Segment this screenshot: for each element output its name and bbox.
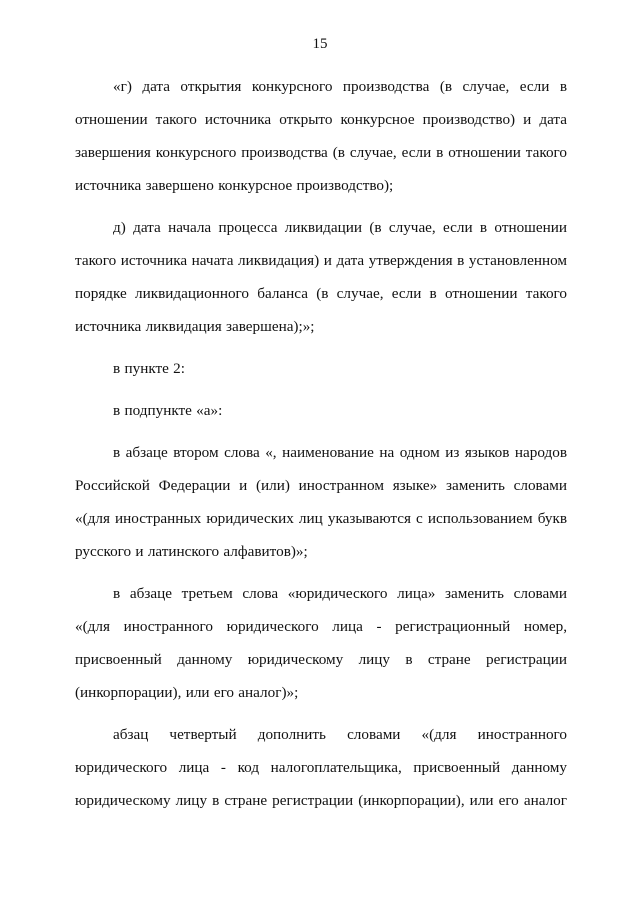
paragraph-subpoint-a: в подпункте «а»: [113, 402, 223, 419]
page-number: 15 [312, 36, 328, 52]
paragraph-bankruptcy-dates: «г) дата открытия конкурсного производства (в случае, если в отношении такого источника открыто конкурсное производство) и дата завершения конкурсного производства (в случае, если в отношении такого источника завершено конкурсное производство); [75, 78, 567, 194]
paragraph-point-2: в пункте 2: [113, 360, 185, 377]
paragraph-second-abzac: в абзаце втором слова «, наименование на одном из языков народов Российской Федерации и (или) иностранном языке» заменить словами «(для иностранных юридических лиц указываются с использованием букв русского и латинского алфавитов)»; [75, 444, 567, 560]
paragraph-fourth-abzac: абзац четвертый дополнить словами «(для иностранного юридического лица - код налогоплательщика, присвоенный данному юридическому лицу в стране регистрации (инкорпорации), или его аналог [75, 726, 567, 809]
document-body [75, 70, 567, 817]
paragraph-liquidation-dates: д) дата начала процесса ликвидации (в случае, если в отношении такого источника начата ликвидация) и дата утверждения в установленном порядке ликвидационного баланса (в случае, если в отношении такого источника ликвидация завершена);»; [75, 219, 567, 335]
paragraph-third-abzac: в абзаце третьем слова «юридического лица» заменить словами «(для иностранного юридического лица - регистрационный номер, присвоенный данному юридическому лицу в стране регистрации (инкорпорации), или его аналог)»; [75, 585, 567, 701]
